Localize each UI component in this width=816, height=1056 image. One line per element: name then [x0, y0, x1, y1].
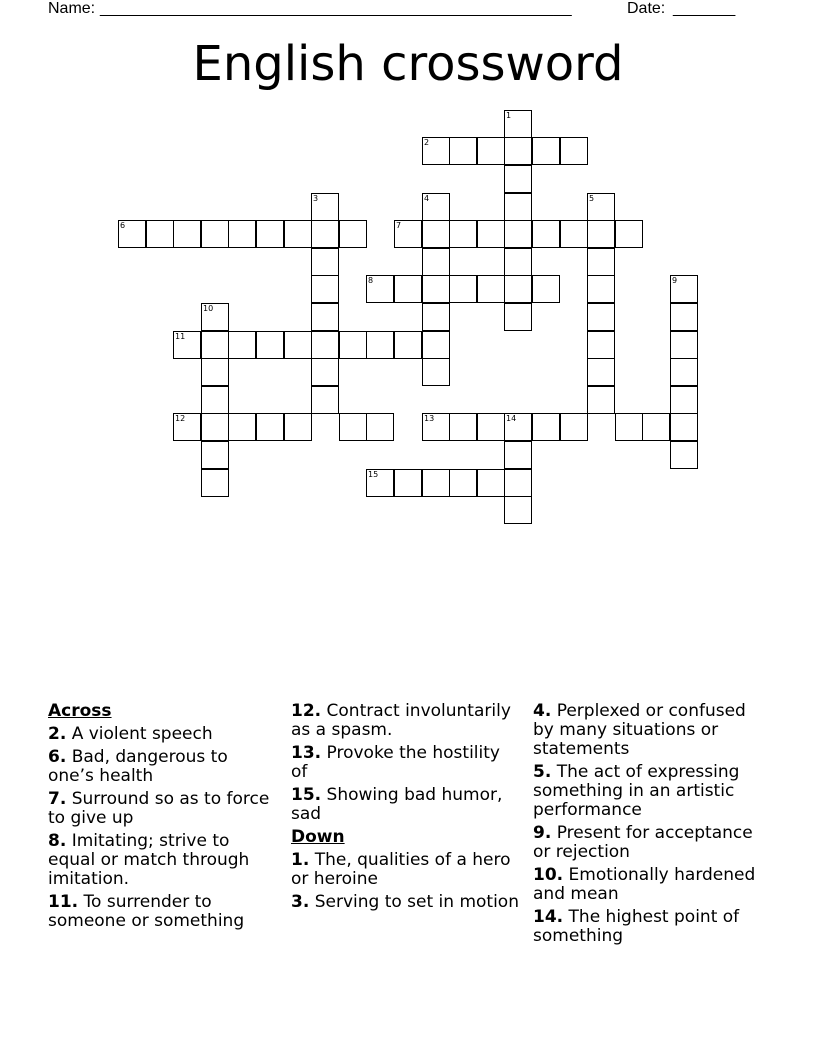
cell-number: 5 — [589, 194, 595, 203]
crossword-cell[interactable] — [228, 220, 256, 248]
clue-column-3 — [533, 702, 763, 950]
crossword-cell[interactable] — [201, 303, 229, 331]
crossword-cell[interactable] — [366, 469, 394, 497]
crossword-cell[interactable] — [532, 413, 560, 441]
crossword-cell[interactable] — [422, 469, 450, 497]
clue-number: 9. — [533, 823, 552, 843]
crossword-cell[interactable] — [532, 220, 560, 248]
clue-number: 11. — [48, 892, 79, 912]
clue-text: Surround so as to force to give up — [48, 789, 270, 828]
crossword-cell[interactable] — [422, 220, 450, 248]
clue-text: A violent speech — [71, 724, 213, 744]
date-label: Date: — [627, 0, 666, 17]
clue-number: 1. — [291, 850, 310, 870]
crossword-cell[interactable] — [366, 331, 394, 359]
crossword-cell[interactable] — [670, 275, 698, 303]
clue-text: Showing bad humor, sad — [291, 785, 503, 824]
crossword-cell[interactable] — [449, 220, 477, 248]
clue-number: 13. — [291, 743, 322, 763]
clue-text: The act of expressing something in an artistic performance — [533, 762, 740, 820]
crossword-cell[interactable] — [670, 331, 698, 359]
crossword-cell[interactable] — [670, 386, 698, 414]
clue-text: Imitating; strive to equal or match through imitation. — [48, 831, 250, 889]
crossword-cell[interactable] — [339, 220, 367, 248]
crossword-cell[interactable] — [504, 496, 532, 524]
crossword-cell[interactable] — [366, 275, 394, 303]
clue-down-10 — [533, 866, 763, 904]
clue-number: 10. — [533, 865, 564, 885]
clue-across-12 — [291, 702, 521, 740]
crossword-cell[interactable] — [173, 331, 201, 359]
crossword-cell[interactable] — [560, 137, 588, 165]
crossword-cell[interactable] — [642, 413, 670, 441]
cell-number: 15 — [368, 470, 379, 479]
clue-down-1 — [291, 851, 521, 889]
crossword-cell[interactable] — [670, 358, 698, 386]
clue-number: 12. — [291, 701, 322, 721]
crossword-cell[interactable] — [587, 248, 615, 276]
crossword-cell[interactable] — [449, 275, 477, 303]
crossword-cell[interactable] — [366, 413, 394, 441]
crossword-cell[interactable] — [422, 303, 450, 331]
crossword-cell[interactable] — [201, 469, 229, 497]
cell-number: 2 — [424, 138, 430, 147]
crossword-cell[interactable] — [670, 413, 698, 441]
crossword-cell[interactable] — [422, 137, 450, 165]
cell-number: 8 — [368, 276, 374, 285]
down-heading: Down — [291, 827, 345, 847]
crossword-cell[interactable] — [477, 413, 505, 441]
clue-text: Serving to set in motion — [314, 892, 519, 912]
crossword-cell[interactable] — [228, 331, 256, 359]
cell-number: 11 — [175, 332, 186, 341]
crossword-cell[interactable] — [201, 358, 229, 386]
crossword-cell[interactable] — [394, 469, 422, 497]
clue-down-14 — [533, 908, 763, 946]
crossword-cell[interactable] — [394, 220, 422, 248]
page-title: English crossword — [192, 36, 624, 92]
crossword-cell[interactable] — [311, 303, 339, 331]
clue-across-13 — [291, 744, 521, 782]
crossword-cell[interactable] — [587, 331, 615, 359]
crossword-cell[interactable] — [201, 331, 229, 359]
crossword-cell[interactable] — [228, 413, 256, 441]
clue-text: To surrender to someone or something — [48, 892, 245, 931]
crossword-cell[interactable] — [311, 220, 339, 248]
clue-down-5 — [533, 763, 763, 820]
clue-text: Bad, dangerous to one’s health — [48, 747, 228, 786]
crossword-cell[interactable] — [504, 165, 532, 193]
crossword-cell[interactable] — [532, 137, 560, 165]
clue-text: Perplexed or confused by many situations or statements — [533, 701, 746, 759]
crossword-cell[interactable] — [504, 413, 532, 441]
clue-number: 5. — [533, 762, 552, 782]
clue-across-15 — [291, 786, 521, 824]
crossword-cell[interactable] — [477, 275, 505, 303]
clue-number: 4. — [533, 701, 552, 721]
crossword-cell[interactable] — [560, 220, 588, 248]
cell-number: 4 — [424, 194, 430, 203]
crossword-cell[interactable] — [173, 413, 201, 441]
crossword-cell[interactable] — [201, 220, 229, 248]
crossword-cell[interactable] — [449, 469, 477, 497]
clue-text: The highest point of something — [533, 907, 740, 946]
cell-number: 13 — [424, 414, 435, 423]
crossword-cell[interactable] — [339, 331, 367, 359]
crossword-cell[interactable] — [504, 303, 532, 331]
clue-text: The, qualities of a hero or heroine — [291, 850, 511, 889]
crossword-cell[interactable] — [394, 275, 422, 303]
clue-across-2 — [48, 725, 273, 744]
crossword-cell[interactable] — [477, 469, 505, 497]
clue-number: 15. — [291, 785, 322, 805]
crossword-cell[interactable] — [311, 193, 339, 221]
crossword-cell[interactable] — [284, 413, 312, 441]
crossword-cell[interactable] — [504, 220, 532, 248]
cell-number: 10 — [203, 304, 214, 313]
clue-across-6 — [48, 748, 273, 786]
crossword-cell[interactable] — [146, 220, 174, 248]
crossword-cell[interactable] — [422, 331, 450, 359]
crossword-cell[interactable] — [311, 386, 339, 414]
crossword-cell[interactable] — [615, 413, 643, 441]
crossword-cell[interactable] — [256, 413, 284, 441]
crossword-cell[interactable] — [587, 386, 615, 414]
crossword-cell[interactable] — [504, 469, 532, 497]
crossword-cell[interactable] — [201, 441, 229, 469]
crossword-cell[interactable] — [504, 248, 532, 276]
crossword-cell[interactable] — [587, 358, 615, 386]
crossword-cell[interactable] — [504, 137, 532, 165]
clue-column-2 — [291, 702, 521, 916]
crossword-cell[interactable] — [670, 303, 698, 331]
crossword-cell[interactable] — [422, 275, 450, 303]
cell-number: 14 — [506, 414, 517, 423]
date-field[interactable]: _______ — [673, 0, 736, 17]
crossword-cell[interactable] — [118, 220, 146, 248]
crossword-cell[interactable] — [587, 220, 615, 248]
clue-number: 8. — [48, 831, 67, 851]
clue-number: 7. — [48, 789, 67, 809]
clue-down-9 — [533, 824, 763, 862]
clue-text: Provoke the hostility of — [291, 743, 500, 782]
crossword-cell[interactable] — [504, 441, 532, 469]
cell-number: 9 — [672, 276, 678, 285]
crossword-cell[interactable] — [615, 220, 643, 248]
crossword-cell[interactable] — [422, 193, 450, 221]
clue-across-8 — [48, 832, 273, 889]
clue-number: 6. — [48, 747, 67, 767]
cell-number: 7 — [396, 221, 402, 230]
crossword-cell[interactable] — [311, 358, 339, 386]
crossword-cell[interactable] — [339, 413, 367, 441]
crossword-cell[interactable] — [422, 413, 450, 441]
clue-column-1 — [48, 702, 273, 935]
name-field[interactable]: _____________________________________________________ — [100, 0, 572, 17]
crossword-cell[interactable] — [284, 220, 312, 248]
clue-down-4 — [533, 702, 763, 759]
name-label: Name: — [48, 0, 96, 17]
crossword-cell[interactable] — [587, 275, 615, 303]
crossword-cell[interactable] — [477, 137, 505, 165]
clue-across-7 — [48, 790, 273, 828]
cell-number: 6 — [120, 221, 126, 230]
crossword-cell[interactable] — [587, 193, 615, 221]
crossword-cell[interactable] — [256, 331, 284, 359]
crossword-cell[interactable] — [311, 248, 339, 276]
crossword-cell[interactable] — [587, 303, 615, 331]
crossword-cell[interactable] — [504, 110, 532, 138]
cell-number: 3 — [313, 194, 319, 203]
crossword-cell[interactable] — [311, 275, 339, 303]
across-heading: Across — [48, 701, 112, 721]
crossword-cell[interactable] — [201, 386, 229, 414]
crossword-cell[interactable] — [422, 358, 450, 386]
clue-number: 14. — [533, 907, 564, 927]
crossword-cell[interactable] — [449, 413, 477, 441]
crossword-cell[interactable] — [504, 193, 532, 221]
crossword-cell[interactable] — [394, 331, 422, 359]
clue-across-11 — [48, 893, 273, 931]
crossword-cell[interactable] — [311, 331, 339, 359]
clue-text: Present for acceptance or rejection — [533, 823, 753, 862]
clue-text: Contract involuntarily as a spasm. — [291, 701, 511, 740]
crossword-cell[interactable] — [422, 248, 450, 276]
crossword-cell[interactable] — [173, 220, 201, 248]
clue-number: 2. — [48, 724, 67, 744]
crossword-cell[interactable] — [670, 441, 698, 469]
crossword-cell[interactable] — [256, 220, 284, 248]
crossword-cell[interactable] — [532, 275, 560, 303]
cell-number: 1 — [506, 111, 512, 120]
cell-number: 12 — [175, 414, 186, 423]
crossword-cell[interactable] — [504, 275, 532, 303]
crossword-cell[interactable] — [560, 413, 588, 441]
crossword-cell[interactable] — [284, 331, 312, 359]
crossword-cell[interactable] — [449, 137, 477, 165]
clue-text: Emotionally hardened and mean — [533, 865, 756, 904]
crossword-cell[interactable] — [201, 413, 229, 441]
clue-down-3 — [291, 893, 521, 912]
crossword-cell[interactable] — [477, 220, 505, 248]
clue-number: 3. — [291, 892, 310, 912]
